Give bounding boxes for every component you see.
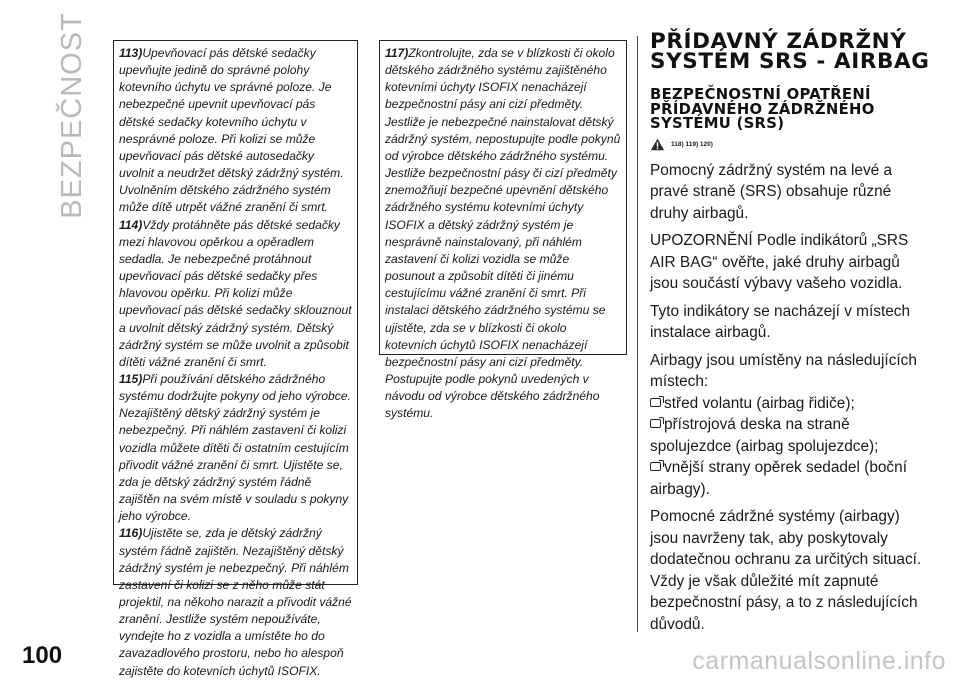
section-label: BEZPEČNOST — [55, 11, 88, 219]
section-heading: PŘÍDAVNÝ ZÁDRŽNÝ SYSTÉM SRS - AIRBAG — [650, 29, 930, 74]
warning-note: 115)Při používání dětského zádržného systému dodržujte pokyny od jeho výrobce. Nezajištěný dětský zádržný systém je nebezpečný. Při náhlém zastavení či kolizi vozidla můžete dítěti či ostatním cestujícím přivodit vážné zranění či smrt. Ujistěte se, zda je dětský zádržný systém řádně zajištěn na svém místě v souladu s pokyny jeho výrobce. — [119, 371, 351, 524]
warning-note: 117)Zkontrolujte, zda se v blízkosti či okolo dětského zádržného systému zajištěného kotevními úchyty ISOFIX nenacházejí bezpečnostní pásy ani cizí předměty. Jestliže je nebezpečné nainstalovat dětský zádržný systém, nepostupujte podle pokynů od výrobce dětského zádržného systému. Jestliže bezpečnostní pásy či cizí předměty znemožňují bezpečné upevnění dětského zádržného systému kotevními úchyty ISOFIX a dětský zádržný systém je nesprávně nainstalovaný, při náhlém zastavení či kolizi vozidla se může posunout a způsobit dítěti či jinému cestujícímu vážné zranění či smrt. Při instalaci dětského zádržného systému se ujistěte, zda se v blízkosti či okolo kotevních úchytů ISOFIX nenacházejí bezpečnostní pásy ani cizí předměty. Postupujte podle pokynů uvedených v návodu od výrobce dětského zádržného systému. — [385, 46, 621, 421]
warning-note: 116)Ujistěte se, zda je dětský zádržný systém řádně zajištěn. Nezajištěný dětský zádržný systém je nebezpečný. Při náhlém zastavení či kolizi se z něho může stát projektil, na někoho narazit a přivodit vážné zranění. Jestliže systém nepoužíváte, vyndejte ho z vozidla a umístěte ho do zavazadlového prostoru, nebo ho alespoň zajistěte do kotevních úchytů ISOFIX. — [119, 526, 352, 678]
watermark: carmanualsonline.info — [692, 647, 946, 675]
paragraph: Airbagy jsou umístěny na následujících místech: — [650, 351, 917, 391]
column-divider — [637, 36, 638, 632]
warning-triangle-icon — [650, 138, 665, 151]
list-item: přístrojová deska na straně spolujezdce (airbag spolujezdce); — [650, 416, 879, 455]
warning-box-middle — [379, 40, 627, 421]
list-item: vnější strany opěrek sedadel (boční airbagy). — [650, 459, 907, 498]
warning-box-left — [113, 40, 358, 678]
paragraph: Pomocné zádržné systémy (airbagy) jsou navrženy tak, aby poskytovaly dodatečnou ochranu za určitých situací. Vždy je však důležité mít zapnuté bezpečnostní pásy, a to z následujících důvodů. — [650, 508, 922, 633]
airbag-location-list — [650, 393, 930, 501]
paragraph: Pomocný zádržný systém na levé a pravé straně (SRS) obsahuje různé druhy airbagů. — [650, 161, 893, 222]
page-number: 100 — [22, 642, 63, 669]
srs-section — [650, 29, 930, 635]
warning-references: 118) 119) 120) — [650, 138, 930, 152]
paragraph: Tyto indikátory se nacházejí v místech instalace airbagů. — [650, 302, 911, 342]
bullet-icon — [650, 462, 661, 471]
paragraph: UPOZORNĚNÍ Podle indikátorů „SRS AIR BAG“ ověřte, jaké druhy airbagů jsou součástí výbavy vašeho vozidla. — [650, 232, 909, 293]
section-subheading: BEZPEČNOSTNÍ OPATŘENÍ PŘÍDAVNÉHO ZÁDRŽNÉHO SYSTÉMU (SRS) — [650, 86, 875, 133]
warning-note: 113)Upevňovací pás dětské sedačky upevňujte jedině do správné polohy kotevního úchytu ve správné poloze. Je nebezpečné upevnit upevňovací pás dětské sedačky kotevního úchytu v nesprávné poloze. Při kolizi se může upevňovací pás dětské autosedačky uvolnit a neudržet dětský zádržný systém. Uvolněním dětského zádržného systém může dítě utrpět vážné zranění či smrt. — [119, 46, 344, 215]
list-item: střed volantu (airbag řidiče); — [650, 393, 930, 415]
warning-note: 114)Vždy protáhněte pás dětské sedačky mezi hlavovou opěrkou a opěradlem sedadla. Je nebezpečné protáhnout upevňovací pás dětské sedačky přes hlavovou opěrku. Při kolizi může upevňovací pás dětské sedačky sklouznout a uvolnit dětský zádržný systém. Dětský zádržný systém se může uvolnit a způsobit dítěti vážné zranění či smrt. — [119, 217, 352, 369]
bullet-icon — [650, 419, 661, 428]
bullet-icon — [650, 398, 661, 407]
